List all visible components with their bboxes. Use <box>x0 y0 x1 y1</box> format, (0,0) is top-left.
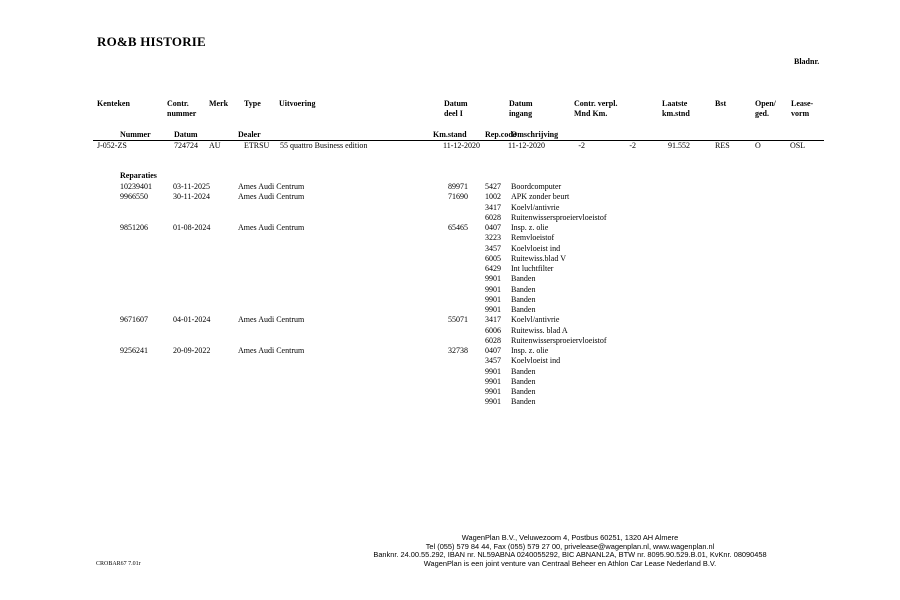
repair-code: 3457 <box>485 243 501 253</box>
repair-km: 65465 <box>448 223 468 232</box>
repair-code: 0407 <box>485 346 501 355</box>
header-bst: Bst <box>715 99 727 108</box>
repair-code: 9901 <box>485 397 501 407</box>
repair-omschrijving: Ruitenwissersproeiervloeistof <box>511 335 607 345</box>
vehicle-type: ETRSU <box>244 141 270 150</box>
repair-nummer: 9851206 <box>120 223 148 232</box>
repair-omschrijving: Ruitenwissersproeiervloeistof <box>511 212 607 222</box>
vehicle-bst: RES <box>715 141 730 150</box>
header-datum: Datum <box>174 130 198 139</box>
header-datum_deel: Datum deel I <box>444 99 468 118</box>
repair-datum: 04-01-2024 <box>173 315 211 325</box>
repair-code: 3417 <box>485 315 501 325</box>
repair-omschrijving: Boordcomputer <box>511 182 562 191</box>
repair-omschrijving: Insp. z. olie <box>511 223 549 232</box>
vehicle-datum-ingang: 11-12-2020 <box>508 141 546 150</box>
repair-datum: 30-11-2024 <box>173 192 211 202</box>
repair-code: 3223 <box>485 233 501 243</box>
repair-omschrijving: Banden <box>511 376 536 386</box>
header-contr_verpl: Contr. verpl. Mnd Km. <box>574 99 618 118</box>
repair-code: 9901 <box>485 305 501 314</box>
vehicle-uitvoering: 55 quattro Business edition <box>280 141 368 150</box>
header-rep-code: Rep.code <box>485 130 517 139</box>
repair-code: 6028 <box>485 212 501 222</box>
repair-code: 9901 <box>485 366 501 376</box>
vehicle-merk: AU <box>209 141 221 150</box>
repair-nummer: 9671607 <box>120 315 148 325</box>
company-footer <box>340 534 800 568</box>
repair-datum: 20-09-2022 <box>173 346 211 355</box>
repair-omschrijving: Int luchtfilter <box>511 264 554 273</box>
vehicle-open-ged: O <box>755 141 761 150</box>
repair-code: 1002 <box>485 192 501 202</box>
vehicle-lease-vorm: OSL <box>790 141 806 150</box>
repair-nummer: 9256241 <box>120 346 148 355</box>
repair-omschrijving: Koelvl/antivrie <box>511 315 560 325</box>
repair-nummer: 10239401 <box>120 182 152 191</box>
header-kenteken: Kenteken <box>97 99 130 108</box>
repair-omschrijving: Banden <box>511 305 536 314</box>
header-omschrijving: Omschrijving <box>511 130 559 139</box>
repair-code: 6028 <box>485 335 501 345</box>
repair-km: 32738 <box>448 346 468 355</box>
header-km-stand: Km.stand <box>433 130 467 139</box>
page-title: RO&B HISTORIE <box>97 34 206 49</box>
repair-omschrijving: Ruitewiss.blad V <box>511 253 566 263</box>
vehicle-mnd: -2 <box>578 141 585 150</box>
repair-omschrijving: Remvloeistof <box>511 233 555 243</box>
repair-code: 5427 <box>485 182 501 191</box>
repair-omschrijving: Banden <box>511 294 536 304</box>
repair-code: 6005 <box>485 253 501 263</box>
repair-code: 9901 <box>485 376 501 386</box>
header-open_ged: Open/ ged. <box>755 99 776 118</box>
repair-nummer: 9966550 <box>120 192 148 202</box>
repair-code: 6006 <box>485 325 501 335</box>
repair-code: 3457 <box>485 356 501 366</box>
repair-dealer: Ames Audi Centrum <box>238 315 305 325</box>
repair-km: 89971 <box>448 182 468 191</box>
vehicle-contract-nummer: 724724 <box>174 141 198 150</box>
repair-omschrijving: Koelvloeist ind <box>511 243 561 253</box>
repair-code: 6429 <box>485 264 501 273</box>
header-nummer: Nummer <box>120 130 151 139</box>
repair-omschrijving: Insp. z. olie <box>511 346 549 355</box>
repair-datum: 03-11-2025 <box>173 182 211 191</box>
header-type: Type <box>244 99 261 108</box>
header-uitvoering: Uitvoering <box>279 99 316 108</box>
footer-bank: Banknr. 24.00.55.292, IBAN nr. NL59ABNA 0240055292, BIC ABNANL2A, BTW nr. 8095.90.529.B.01, KvKnr. 08090458 <box>373 550 767 560</box>
repair-omschrijving: Banden <box>511 366 536 376</box>
repair-code: 9901 <box>485 284 501 294</box>
repair-omschrijving: Koelvloeist ind <box>511 356 561 366</box>
repair-omschrijving: Banden <box>511 397 536 407</box>
section-title-repairs: Reparaties <box>120 171 157 180</box>
repair-omschrijving: APK zonder beurt <box>511 192 570 202</box>
repair-omschrijving: Banden <box>511 387 536 396</box>
header-laatste_km: Laatste km.stnd <box>662 99 690 118</box>
header-contr_nummer: Contr. nummer <box>167 99 197 118</box>
repair-dealer: Ames Audi Centrum <box>238 182 305 191</box>
repair-omschrijving: Ruitewiss. blad A <box>511 325 568 335</box>
repair-omschrijving: Koelvl/antivrie <box>511 202 560 212</box>
repair-code: 9901 <box>485 387 501 396</box>
form-code: CROBAR67 7.01r <box>96 561 141 567</box>
repair-km: 71690 <box>448 192 468 202</box>
repair-code: 0407 <box>485 223 501 232</box>
vehicle-laatste-km: 91.552 <box>668 141 690 150</box>
header-merk: Merk <box>209 99 229 108</box>
header-lease_vorm: Lease- vorm <box>791 99 814 118</box>
footer-joint-venture: WagenPlan is een joint venture van Centraal Beheer en Athlon Car Lease Nederland B.V. <box>423 558 717 568</box>
vehicle-datum-deel: 11-12-2020 <box>443 141 481 150</box>
repair-dealer: Ames Audi Centrum <box>238 192 305 202</box>
header-dealer: Dealer <box>238 130 261 139</box>
header-datum_ingang: Datum ingang <box>509 99 533 118</box>
vehicle-km: -2 <box>629 141 636 150</box>
repair-code: 3417 <box>485 202 501 212</box>
repair-code: 9901 <box>485 274 501 284</box>
repair-dealer: Ames Audi Centrum <box>238 346 305 355</box>
repair-dealer: Ames Audi Centrum <box>238 223 305 232</box>
footer-contact: Tel (055) 579 84 44, Fax (055) 579 27 00, privelease@wagenplan.nl, www.wagenplan.nl <box>425 541 715 551</box>
footer-address: WagenPlan B.V., Veluwezoom 4, Postbus 60251, 1320 AH Almere <box>461 533 679 542</box>
repair-km: 55071 <box>448 315 468 325</box>
repair-omschrijving: Banden <box>511 284 536 294</box>
repair-code: 9901 <box>485 294 501 304</box>
repair-omschrijving: Banden <box>511 274 536 284</box>
vehicle-kenteken: J-052-ZS <box>97 141 127 150</box>
repair-datum: 01-08-2024 <box>173 223 211 232</box>
page-number-label: Bladnr. <box>794 57 820 66</box>
